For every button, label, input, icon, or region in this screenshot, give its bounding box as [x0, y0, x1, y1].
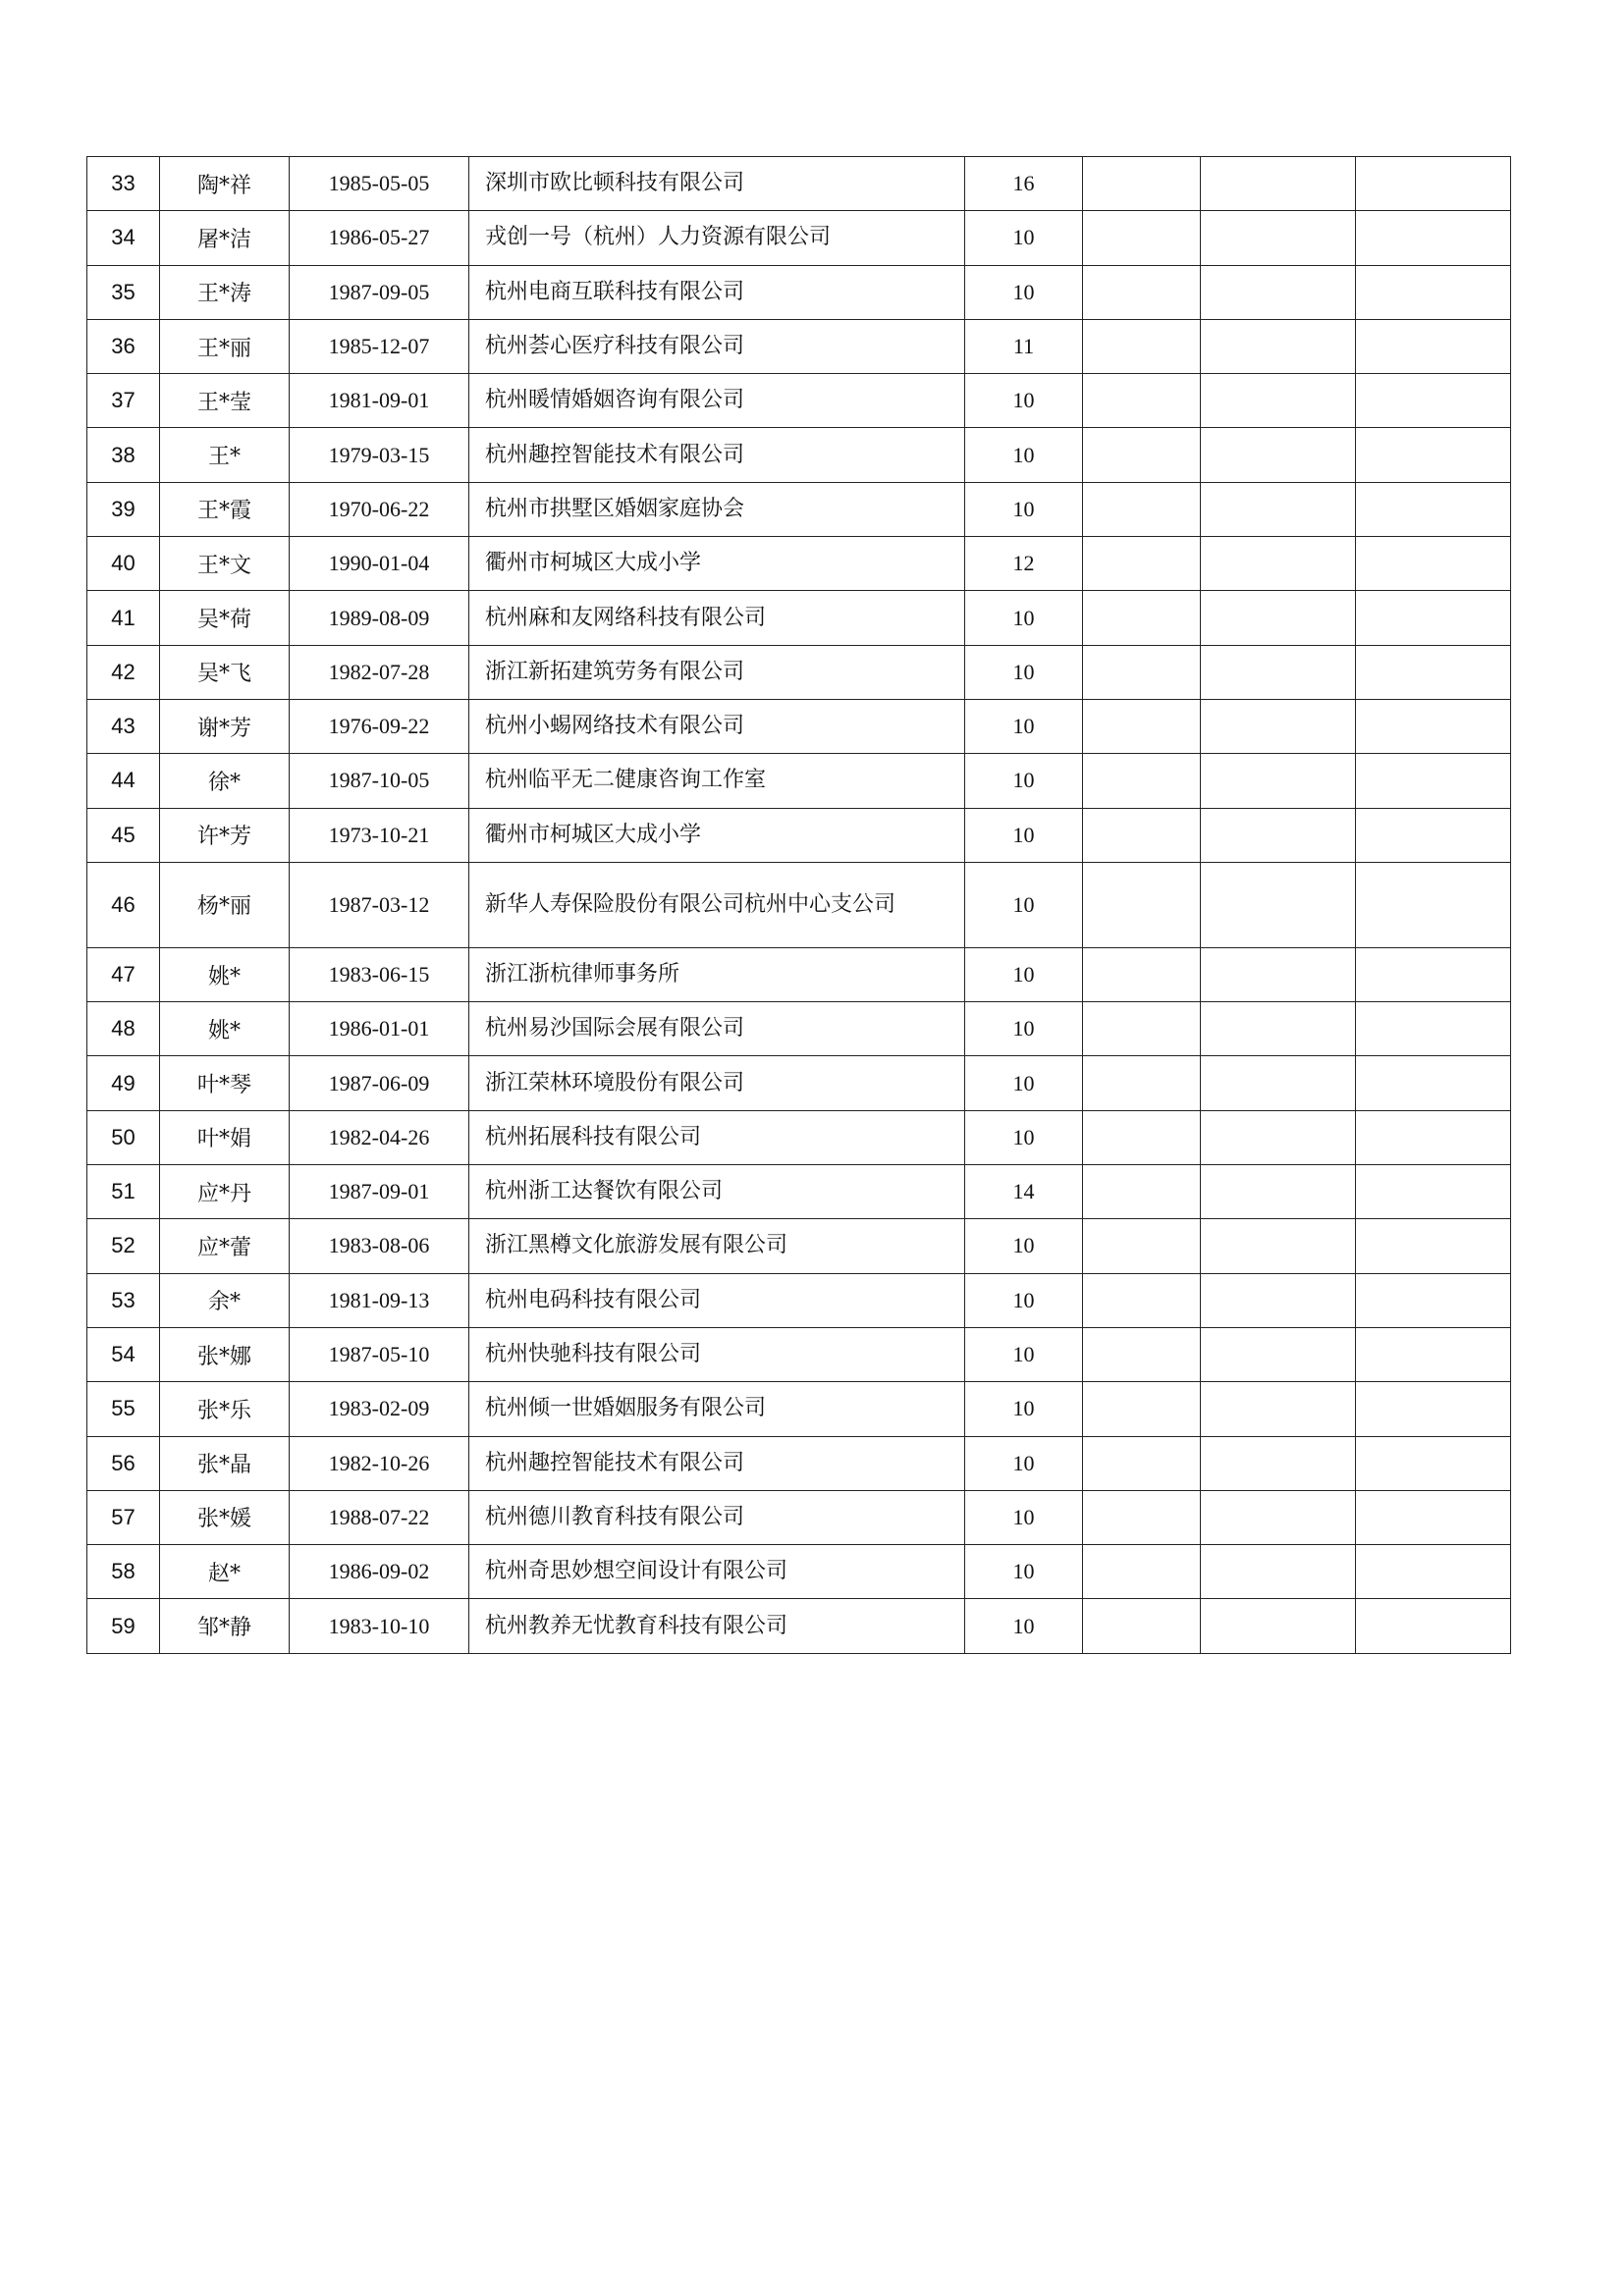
hours-cell: 10: [965, 1002, 1083, 1056]
hours-cell: 10: [965, 699, 1083, 753]
table-row: [87, 754, 1511, 808]
row-number-cell: 46: [87, 862, 160, 947]
row-number-cell: 54: [87, 1327, 160, 1381]
row-number-cell: 39: [87, 482, 160, 536]
table-row: [87, 1436, 1511, 1490]
company-cell: 杭州电码科技有限公司: [469, 1273, 965, 1327]
row-number-cell: 35: [87, 265, 160, 319]
name-cell: 王*文: [160, 537, 290, 591]
blank-cell: [1201, 1599, 1356, 1653]
table-row: [87, 265, 1511, 319]
row-number-cell: 51: [87, 1165, 160, 1219]
birth-date-cell: 1987-03-12: [290, 862, 469, 947]
blank-cell: [1083, 319, 1201, 373]
hours-cell: 10: [965, 947, 1083, 1001]
blank-cell: [1201, 947, 1356, 1001]
name-cell: 张*晶: [160, 1436, 290, 1490]
row-number-cell: 43: [87, 699, 160, 753]
name-cell: 余*: [160, 1273, 290, 1327]
blank-cell: [1356, 1382, 1511, 1436]
table-row: [87, 374, 1511, 428]
blank-cell: [1356, 808, 1511, 862]
blank-cell: [1201, 428, 1356, 482]
table-row: [87, 211, 1511, 265]
name-cell: 王*莹: [160, 374, 290, 428]
blank-cell: [1356, 862, 1511, 947]
blank-cell: [1356, 428, 1511, 482]
table-row: [87, 645, 1511, 699]
blank-cell: [1201, 482, 1356, 536]
row-number-cell: 34: [87, 211, 160, 265]
company-cell: 浙江荣林环境股份有限公司: [469, 1056, 965, 1110]
row-number-cell: 44: [87, 754, 160, 808]
blank-cell: [1083, 1219, 1201, 1273]
row-number-cell: 37: [87, 374, 160, 428]
company-cell: 衢州市柯城区大成小学: [469, 537, 965, 591]
name-cell: 张*乐: [160, 1382, 290, 1436]
name-cell: 姚*: [160, 1002, 290, 1056]
birth-date-cell: 1982-10-26: [290, 1436, 469, 1490]
blank-cell: [1083, 1002, 1201, 1056]
blank-cell: [1083, 211, 1201, 265]
blank-cell: [1201, 157, 1356, 211]
blank-cell: [1201, 645, 1356, 699]
blank-cell: [1083, 1436, 1201, 1490]
row-number-cell: 59: [87, 1599, 160, 1653]
blank-cell: [1083, 537, 1201, 591]
blank-cell: [1201, 1382, 1356, 1436]
blank-cell: [1083, 1490, 1201, 1544]
table-row: [87, 1545, 1511, 1599]
company-cell: 浙江新拓建筑劳务有限公司: [469, 645, 965, 699]
birth-date-cell: 1970-06-22: [290, 482, 469, 536]
company-cell: 杭州麻和友网络科技有限公司: [469, 591, 965, 645]
table-row: [87, 1273, 1511, 1327]
blank-cell: [1356, 1219, 1511, 1273]
table-row: [87, 1002, 1511, 1056]
birth-date-cell: 1982-07-28: [290, 645, 469, 699]
hours-cell: 10: [965, 862, 1083, 947]
blank-cell: [1356, 537, 1511, 591]
table-row: [87, 947, 1511, 1001]
company-cell: 杭州浙工达餐饮有限公司: [469, 1165, 965, 1219]
hours-cell: 10: [965, 1056, 1083, 1110]
blank-cell: [1356, 699, 1511, 753]
table-row: [87, 482, 1511, 536]
company-cell: 衢州市柯城区大成小学: [469, 808, 965, 862]
blank-cell: [1201, 591, 1356, 645]
blank-cell: [1356, 1056, 1511, 1110]
blank-cell: [1083, 1599, 1201, 1653]
blank-cell: [1201, 1002, 1356, 1056]
company-cell: 杭州暖情婚姻咨询有限公司: [469, 374, 965, 428]
hours-cell: 14: [965, 1165, 1083, 1219]
table-row: [87, 1110, 1511, 1164]
name-cell: 杨*丽: [160, 862, 290, 947]
hours-cell: 10: [965, 1436, 1083, 1490]
roster-table-body: [87, 157, 1511, 1654]
blank-cell: [1201, 699, 1356, 753]
birth-date-cell: 1986-09-02: [290, 1545, 469, 1599]
row-number-cell: 45: [87, 808, 160, 862]
blank-cell: [1356, 1599, 1511, 1653]
birth-date-cell: 1989-08-09: [290, 591, 469, 645]
name-cell: 吴*荷: [160, 591, 290, 645]
blank-cell: [1356, 645, 1511, 699]
blank-cell: [1083, 808, 1201, 862]
hours-cell: 10: [965, 374, 1083, 428]
row-number-cell: 33: [87, 157, 160, 211]
birth-date-cell: 1983-06-15: [290, 947, 469, 1001]
hours-cell: 10: [965, 1545, 1083, 1599]
birth-date-cell: 1987-09-05: [290, 265, 469, 319]
blank-cell: [1356, 1436, 1511, 1490]
blank-cell: [1083, 1327, 1201, 1381]
company-cell: 杭州电商互联科技有限公司: [469, 265, 965, 319]
hours-cell: 10: [965, 428, 1083, 482]
blank-cell: [1083, 428, 1201, 482]
name-cell: 赵*: [160, 1545, 290, 1599]
name-cell: 谢*芳: [160, 699, 290, 753]
row-number-cell: 55: [87, 1382, 160, 1436]
name-cell: 叶*琴: [160, 1056, 290, 1110]
name-cell: 屠*洁: [160, 211, 290, 265]
name-cell: 邹*静: [160, 1599, 290, 1653]
birth-date-cell: 1979-03-15: [290, 428, 469, 482]
name-cell: 王*涛: [160, 265, 290, 319]
table-row: [87, 319, 1511, 373]
row-number-cell: 38: [87, 428, 160, 482]
blank-cell: [1356, 1273, 1511, 1327]
hours-cell: 10: [965, 754, 1083, 808]
blank-cell: [1356, 482, 1511, 536]
blank-cell: [1201, 1490, 1356, 1544]
blank-cell: [1201, 537, 1356, 591]
blank-cell: [1201, 808, 1356, 862]
blank-cell: [1083, 754, 1201, 808]
company-cell: 杭州市拱墅区婚姻家庭协会: [469, 482, 965, 536]
blank-cell: [1356, 1165, 1511, 1219]
birth-date-cell: 1983-08-06: [290, 1219, 469, 1273]
row-number-cell: 50: [87, 1110, 160, 1164]
blank-cell: [1356, 1002, 1511, 1056]
birth-date-cell: 1976-09-22: [290, 699, 469, 753]
birth-date-cell: 1990-01-04: [290, 537, 469, 591]
blank-cell: [1356, 319, 1511, 373]
table-row: [87, 1056, 1511, 1110]
row-number-cell: 40: [87, 537, 160, 591]
hours-cell: 10: [965, 1490, 1083, 1544]
table-row: [87, 428, 1511, 482]
blank-cell: [1083, 482, 1201, 536]
blank-cell: [1356, 1327, 1511, 1381]
company-cell: 杭州倾一世婚姻服务有限公司: [469, 1382, 965, 1436]
name-cell: 王*丽: [160, 319, 290, 373]
birth-date-cell: 1983-10-10: [290, 1599, 469, 1653]
company-cell: 杭州快驰科技有限公司: [469, 1327, 965, 1381]
row-number-cell: 42: [87, 645, 160, 699]
blank-cell: [1356, 1490, 1511, 1544]
hours-cell: 16: [965, 157, 1083, 211]
row-number-cell: 47: [87, 947, 160, 1001]
blank-cell: [1201, 754, 1356, 808]
name-cell: 许*芳: [160, 808, 290, 862]
blank-cell: [1356, 754, 1511, 808]
birth-date-cell: 1981-09-13: [290, 1273, 469, 1327]
name-cell: 徐*: [160, 754, 290, 808]
hours-cell: 10: [965, 1382, 1083, 1436]
company-cell: 杭州拓展科技有限公司: [469, 1110, 965, 1164]
table-row: [87, 699, 1511, 753]
blank-cell: [1356, 211, 1511, 265]
table-row: [87, 537, 1511, 591]
blank-cell: [1083, 1273, 1201, 1327]
hours-cell: 10: [965, 645, 1083, 699]
hours-cell: 10: [965, 1219, 1083, 1273]
company-cell: 杭州趣控智能技术有限公司: [469, 1436, 965, 1490]
blank-cell: [1201, 1436, 1356, 1490]
name-cell: 姚*: [160, 947, 290, 1001]
hours-cell: 10: [965, 482, 1083, 536]
birth-date-cell: 1986-05-27: [290, 211, 469, 265]
blank-cell: [1201, 265, 1356, 319]
hours-cell: 10: [965, 265, 1083, 319]
blank-cell: [1201, 1165, 1356, 1219]
blank-cell: [1201, 1273, 1356, 1327]
blank-cell: [1083, 1545, 1201, 1599]
row-number-cell: 56: [87, 1436, 160, 1490]
blank-cell: [1356, 1545, 1511, 1599]
name-cell: 叶*娟: [160, 1110, 290, 1164]
table-row: [87, 808, 1511, 862]
birth-date-cell: 1987-05-10: [290, 1327, 469, 1381]
company-cell: 戎创一号（杭州）人力资源有限公司: [469, 211, 965, 265]
company-cell: 杭州趣控智能技术有限公司: [469, 428, 965, 482]
table-row: [87, 1599, 1511, 1653]
birth-date-cell: 1983-02-09: [290, 1382, 469, 1436]
hours-cell: 10: [965, 1327, 1083, 1381]
birth-date-cell: 1973-10-21: [290, 808, 469, 862]
blank-cell: [1201, 319, 1356, 373]
hours-cell: 10: [965, 211, 1083, 265]
blank-cell: [1201, 1545, 1356, 1599]
blank-cell: [1083, 1382, 1201, 1436]
company-cell: 杭州德川教育科技有限公司: [469, 1490, 965, 1544]
blank-cell: [1201, 374, 1356, 428]
blank-cell: [1201, 862, 1356, 947]
hours-cell: 10: [965, 591, 1083, 645]
blank-cell: [1201, 1110, 1356, 1164]
name-cell: 应*丹: [160, 1165, 290, 1219]
blank-cell: [1083, 645, 1201, 699]
table-row: [87, 1490, 1511, 1544]
blank-cell: [1083, 157, 1201, 211]
birth-date-cell: 1987-09-01: [290, 1165, 469, 1219]
blank-cell: [1083, 265, 1201, 319]
company-cell: 杭州奇思妙想空间设计有限公司: [469, 1545, 965, 1599]
company-cell: 杭州临平无二健康咨询工作室: [469, 754, 965, 808]
row-number-cell: 52: [87, 1219, 160, 1273]
blank-cell: [1083, 1165, 1201, 1219]
blank-cell: [1356, 157, 1511, 211]
name-cell: 陶*祥: [160, 157, 290, 211]
name-cell: 王*: [160, 428, 290, 482]
hours-cell: 10: [965, 1110, 1083, 1164]
row-number-cell: 53: [87, 1273, 160, 1327]
table-row: [87, 862, 1511, 947]
name-cell: 张*娜: [160, 1327, 290, 1381]
birth-date-cell: 1988-07-22: [290, 1490, 469, 1544]
birth-date-cell: 1981-09-01: [290, 374, 469, 428]
company-cell: 新华人寿保险股份有限公司杭州中心支公司: [469, 862, 965, 947]
blank-cell: [1201, 211, 1356, 265]
row-number-cell: 58: [87, 1545, 160, 1599]
blank-cell: [1356, 1110, 1511, 1164]
birth-date-cell: 1987-06-09: [290, 1056, 469, 1110]
hours-cell: 12: [965, 537, 1083, 591]
roster-table-container: [86, 156, 1510, 1654]
blank-cell: [1083, 947, 1201, 1001]
company-cell: 杭州易沙国际会展有限公司: [469, 1002, 965, 1056]
hours-cell: 11: [965, 319, 1083, 373]
birth-date-cell: 1986-01-01: [290, 1002, 469, 1056]
row-number-cell: 48: [87, 1002, 160, 1056]
company-cell: 浙江黑樽文化旅游发展有限公司: [469, 1219, 965, 1273]
birth-date-cell: 1987-10-05: [290, 754, 469, 808]
hours-cell: 10: [965, 1273, 1083, 1327]
blank-cell: [1201, 1327, 1356, 1381]
row-number-cell: 49: [87, 1056, 160, 1110]
table-row: [87, 1382, 1511, 1436]
name-cell: 吴*飞: [160, 645, 290, 699]
row-number-cell: 41: [87, 591, 160, 645]
name-cell: 张*媛: [160, 1490, 290, 1544]
hours-cell: 10: [965, 1599, 1083, 1653]
company-cell: 杭州教养无忧教育科技有限公司: [469, 1599, 965, 1653]
birth-date-cell: 1982-04-26: [290, 1110, 469, 1164]
name-cell: 王*霞: [160, 482, 290, 536]
company-cell: 浙江浙杭律师事务所: [469, 947, 965, 1001]
company-cell: 杭州小蜴网络技术有限公司: [469, 699, 965, 753]
birth-date-cell: 1985-12-07: [290, 319, 469, 373]
company-cell: 深圳市欧比顿科技有限公司: [469, 157, 965, 211]
blank-cell: [1356, 374, 1511, 428]
blank-cell: [1083, 699, 1201, 753]
table-row: [87, 157, 1511, 211]
blank-cell: [1201, 1219, 1356, 1273]
row-number-cell: 36: [87, 319, 160, 373]
hours-cell: 10: [965, 808, 1083, 862]
roster-table: [86, 156, 1511, 1654]
blank-cell: [1083, 1110, 1201, 1164]
blank-cell: [1201, 1056, 1356, 1110]
birth-date-cell: 1985-05-05: [290, 157, 469, 211]
name-cell: 应*蕾: [160, 1219, 290, 1273]
table-row: [87, 1165, 1511, 1219]
row-number-cell: 57: [87, 1490, 160, 1544]
blank-cell: [1356, 947, 1511, 1001]
blank-cell: [1083, 591, 1201, 645]
table-row: [87, 1327, 1511, 1381]
blank-cell: [1356, 591, 1511, 645]
company-cell: 杭州荟心医疗科技有限公司: [469, 319, 965, 373]
blank-cell: [1083, 374, 1201, 428]
blank-cell: [1083, 862, 1201, 947]
table-row: [87, 1219, 1511, 1273]
table-row: [87, 591, 1511, 645]
blank-cell: [1356, 265, 1511, 319]
blank-cell: [1083, 1056, 1201, 1110]
